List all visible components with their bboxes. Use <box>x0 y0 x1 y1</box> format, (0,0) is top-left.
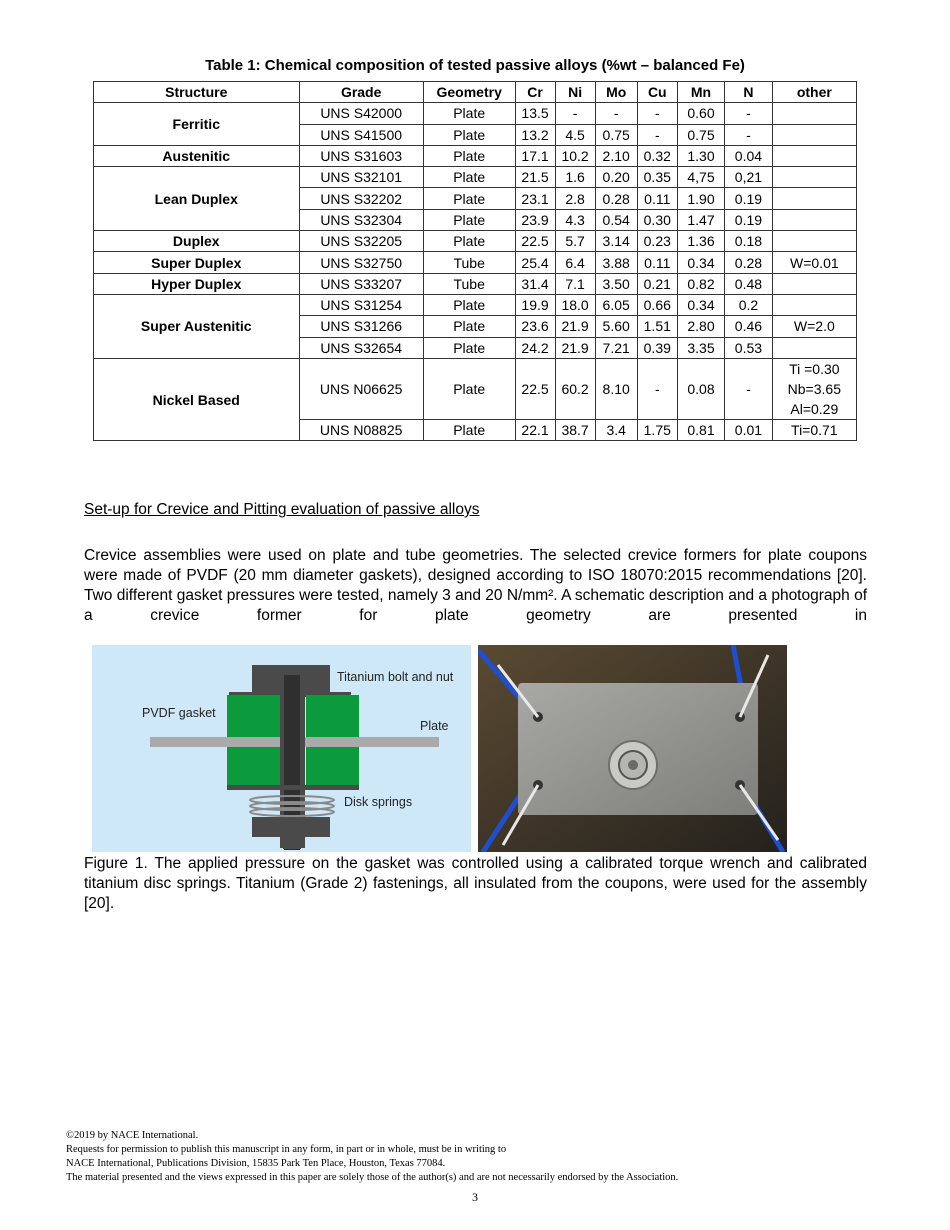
structure-cell: Super Duplex <box>94 252 300 273</box>
table-cell: Tube <box>423 273 515 294</box>
table-row <box>94 231 857 252</box>
header-mo: Mo <box>595 82 637 103</box>
footer-copyright: ©2019 by NACE International. <box>66 1130 199 1141</box>
table-cell: Plate <box>423 358 515 419</box>
table-cell: 3.88 <box>595 252 637 273</box>
table-cell: 0.81 <box>677 419 724 440</box>
table-cell: 1.75 <box>637 419 677 440</box>
structure-cell: Hyper Duplex <box>94 273 300 294</box>
table-cell: 0.75 <box>677 124 724 145</box>
table-cell: Plate <box>423 419 515 440</box>
table-cell: 2.80 <box>677 316 724 337</box>
table-cell: 21.9 <box>555 337 595 358</box>
header-geometry: Geometry <box>423 82 515 103</box>
footer-permission: Requests for permission to publish this manuscript in any form, in part or in whole, must be in writing to <box>66 1144 507 1155</box>
table-cell: W=2.0 <box>772 316 856 337</box>
footer-address: NACE International, Publications Division, 15835 Park Ten Place, Houston, Texas 77084. <box>66 1158 446 1169</box>
table-cell: UNS S31603 <box>299 145 423 166</box>
table-cell: UNS S32750 <box>299 252 423 273</box>
header-other: other <box>772 82 856 103</box>
table-cell: 23.6 <box>515 316 555 337</box>
table-cell: UNS S32205 <box>299 231 423 252</box>
bolt-tip <box>283 837 301 849</box>
table-cell: - <box>725 124 772 145</box>
table-cell: 10.2 <box>555 145 595 166</box>
section-heading: Set-up for Crevice and Pitting evaluation of passive alloys <box>84 501 480 518</box>
table-cell: Plate <box>423 231 515 252</box>
table-cell: UNS S32304 <box>299 209 423 230</box>
table-cell: 1.6 <box>555 167 595 188</box>
table-cell: Plate <box>423 124 515 145</box>
table-header-row <box>94 82 857 103</box>
table-cell: 4.3 <box>555 209 595 230</box>
table-cell: UNS N06625 <box>299 358 423 419</box>
table-cell: 0.35 <box>637 167 677 188</box>
table-cell: 0.23 <box>637 231 677 252</box>
table-cell: 0.2 <box>725 294 772 315</box>
table-cell: 0.48 <box>725 273 772 294</box>
table-cell: UNS S41500 <box>299 124 423 145</box>
table-cell: 0.75 <box>595 124 637 145</box>
table-cell: 7.1 <box>555 273 595 294</box>
label-springs: Disk springs <box>344 795 413 809</box>
table-cell: - <box>637 124 677 145</box>
table-cell: UNS S31254 <box>299 294 423 315</box>
table-cell: 5.7 <box>555 231 595 252</box>
table-cell: 23.1 <box>515 188 555 209</box>
table-cell <box>772 294 856 315</box>
table-cell: UNS S33207 <box>299 273 423 294</box>
table-cell: 13.2 <box>515 124 555 145</box>
table-cell: 0.54 <box>595 209 637 230</box>
table-cell: UNS S32654 <box>299 337 423 358</box>
table-cell: 0.18 <box>725 231 772 252</box>
table-cell: 0,21 <box>725 167 772 188</box>
structure-cell: Austenitic <box>94 145 300 166</box>
table-cell: 31.4 <box>515 273 555 294</box>
table-cell: 0.32 <box>637 145 677 166</box>
table-cell: 0.60 <box>677 103 724 124</box>
bottom-washer <box>227 785 359 790</box>
structure-cell: Lean Duplex <box>94 167 300 231</box>
table-cell: 0.28 <box>595 188 637 209</box>
table-cell: 0.66 <box>637 294 677 315</box>
table-cell: 60.2 <box>555 358 595 419</box>
table-cell: 0.34 <box>677 294 724 315</box>
structure-cell: Super Austenitic <box>94 294 300 358</box>
table-cell: UNS S42000 <box>299 103 423 124</box>
table-cell: 0.34 <box>677 252 724 273</box>
footer-disclaimer: The material presented and the views expressed in this paper are solely those of the author(s) and are not necessarily endorsed by the Association. <box>66 1172 679 1183</box>
bolt-head <box>628 760 638 770</box>
table-cell <box>772 209 856 230</box>
table-cell <box>772 145 856 166</box>
table-cell: 0.08 <box>677 358 724 419</box>
table-cell: 17.1 <box>515 145 555 166</box>
table-cell: 8.10 <box>595 358 637 419</box>
table-cell: 23.9 <box>515 209 555 230</box>
table-cell: Plate <box>423 209 515 230</box>
table-cell <box>772 337 856 358</box>
table-cell: 3.50 <box>595 273 637 294</box>
table-cell: 2.10 <box>595 145 637 166</box>
table-cell: UNS S31266 <box>299 316 423 337</box>
crevice-schematic <box>92 645 471 852</box>
footer <box>66 1129 678 1185</box>
table-row <box>94 294 857 315</box>
table-cell: Plate <box>423 145 515 166</box>
table-cell: 0.01 <box>725 419 772 440</box>
crevice-photo-drawing <box>478 645 787 852</box>
table-cell: 3.35 <box>677 337 724 358</box>
table-title: Table 1: Chemical composition of tested passive alloys (%wt – balanced Fe) <box>205 57 745 74</box>
table-cell: 0.11 <box>637 252 677 273</box>
table-cell: 3.4 <box>595 419 637 440</box>
table-cell: Plate <box>423 294 515 315</box>
bottom-nut <box>252 817 330 837</box>
table-cell: 13.5 <box>515 103 555 124</box>
table-cell: Ti =0.30 Nb=3.65 Al=0.29 <box>772 358 856 419</box>
table-cell <box>772 188 856 209</box>
table-cell: 0.46 <box>725 316 772 337</box>
table-cell: 0.19 <box>725 188 772 209</box>
table-cell: 22.1 <box>515 419 555 440</box>
table-cell: UNS S32101 <box>299 167 423 188</box>
structure-cell: Nickel Based <box>94 358 300 440</box>
table-cell: UNS S32202 <box>299 188 423 209</box>
table-cell: 6.05 <box>595 294 637 315</box>
table-cell: Plate <box>423 337 515 358</box>
composition-table <box>93 81 857 441</box>
table-body <box>94 103 857 441</box>
table-cell: 2.8 <box>555 188 595 209</box>
table-cell <box>772 124 856 145</box>
table-cell: 0.11 <box>637 188 677 209</box>
table-cell: 3.14 <box>595 231 637 252</box>
table-cell: 0.39 <box>637 337 677 358</box>
table-cell: - <box>725 358 772 419</box>
table-cell: 0.21 <box>637 273 677 294</box>
table-cell: 1.36 <box>677 231 724 252</box>
table-cell: 21.9 <box>555 316 595 337</box>
label-gasket: PVDF gasket <box>142 706 216 720</box>
table-cell: 7.21 <box>595 337 637 358</box>
table-cell: 1.51 <box>637 316 677 337</box>
table-cell: 22.5 <box>515 358 555 419</box>
table-cell: Tube <box>423 252 515 273</box>
table-cell: 4,75 <box>677 167 724 188</box>
table-row <box>94 358 857 419</box>
table-cell: - <box>637 358 677 419</box>
table-cell: 0.30 <box>637 209 677 230</box>
table-cell <box>772 167 856 188</box>
header-n: N <box>725 82 772 103</box>
header-cr: Cr <box>515 82 555 103</box>
table-row <box>94 145 857 166</box>
table-cell: 1.47 <box>677 209 724 230</box>
table-cell: Plate <box>423 316 515 337</box>
table-cell: 19.9 <box>515 294 555 315</box>
table-cell: 1.90 <box>677 188 724 209</box>
header-ni: Ni <box>555 82 595 103</box>
table-cell: 0.82 <box>677 273 724 294</box>
table-cell: 0.53 <box>725 337 772 358</box>
table-cell: 0.04 <box>725 145 772 166</box>
label-bolt: Titanium bolt and nut <box>337 670 454 684</box>
table-cell: - <box>555 103 595 124</box>
table-cell: 24.2 <box>515 337 555 358</box>
table-cell: 0.19 <box>725 209 772 230</box>
header-cu: Cu <box>637 82 677 103</box>
table-cell: Ti=0.71 <box>772 419 856 440</box>
figure-caption: Figure 1. The applied pressure on the gasket was controlled using a calibrated torque wrench and calibrated titanium disc springs. Titanium (Grade 2) fastenings, all insulated from the coupons, were used for the assembly [20]. <box>84 855 867 912</box>
table-row <box>94 273 857 294</box>
table-cell: 21.5 <box>515 167 555 188</box>
header-grade: Grade <box>299 82 423 103</box>
table-cell: Plate <box>423 167 515 188</box>
table-cell: 22.5 <box>515 231 555 252</box>
table-cell: - <box>725 103 772 124</box>
body-paragraph: Crevice assemblies were used on plate and tube geometries. The selected crevice formers for plate coupons were made of PVDF (20 mm diameter gaskets), designed according to ISO 18070:2015 recommendations [20]. Two different gasket pressures were tested, namely 3 and 20 N/mm². A schematic description and a photograph of a crevice former for plate geometry are presented in <box>84 547 867 624</box>
table-cell: 4.5 <box>555 124 595 145</box>
table-cell: 5.60 <box>595 316 637 337</box>
table-cell: 1.30 <box>677 145 724 166</box>
table-cell: 6.4 <box>555 252 595 273</box>
table-row <box>94 103 857 124</box>
table-cell: 38.7 <box>555 419 595 440</box>
structure-cell: Ferritic <box>94 103 300 146</box>
table-cell: 25.4 <box>515 252 555 273</box>
table-cell: - <box>637 103 677 124</box>
header-mn: Mn <box>677 82 724 103</box>
table-cell: W=0.01 <box>772 252 856 273</box>
structure-cell: Duplex <box>94 231 300 252</box>
table-cell: UNS N08825 <box>299 419 423 440</box>
table-cell: 18.0 <box>555 294 595 315</box>
table-row <box>94 252 857 273</box>
table-cell: - <box>595 103 637 124</box>
label-plate: Plate <box>420 719 449 733</box>
table-cell <box>772 231 856 252</box>
table-cell: 0.28 <box>725 252 772 273</box>
page-number: 3 <box>472 1190 478 1204</box>
table-cell: Plate <box>423 103 515 124</box>
header-structure: Structure <box>94 82 300 103</box>
table-cell: 0.20 <box>595 167 637 188</box>
table-cell <box>772 273 856 294</box>
table-row <box>94 167 857 188</box>
table-cell: Plate <box>423 188 515 209</box>
crevice-photo <box>478 645 787 852</box>
table-cell <box>772 103 856 124</box>
